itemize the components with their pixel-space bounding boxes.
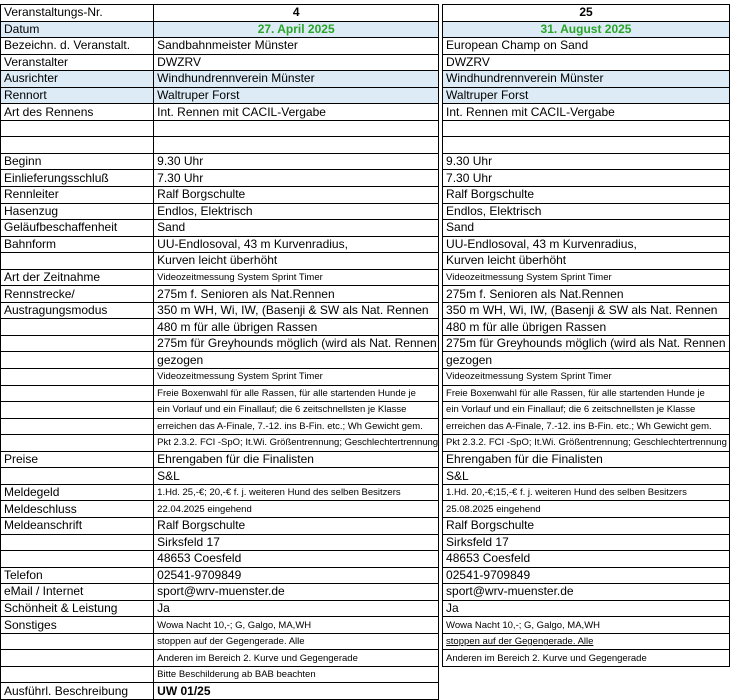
event-b-value: Ja <box>443 600 730 617</box>
event-b-value: 25.08.2025 eingehend <box>443 501 730 518</box>
table-row <box>1 650 730 667</box>
table-row <box>1 87 730 104</box>
row-label: Art der Zeitnahme <box>1 269 154 286</box>
table-row <box>1 120 730 137</box>
event-a-value: UW 01/25 <box>154 683 439 700</box>
table-row <box>1 104 730 121</box>
table-row <box>1 567 730 584</box>
event-b-value: Videozeitmessung System Sprint Timer <box>443 269 730 286</box>
event-a-value: Bitte Beschilderung ab BAB beachten <box>154 666 439 683</box>
row-label: Rennort <box>1 87 154 104</box>
event-a-value: gezogen <box>154 352 439 369</box>
row-label: Meldeanschrift <box>1 517 154 534</box>
table-row <box>1 153 730 170</box>
table-row <box>1 584 730 601</box>
event-b-value <box>443 683 730 700</box>
event-b-value: 31. August 2025 <box>443 21 730 38</box>
table-row <box>1 369 730 386</box>
row-label: Sonstiges <box>1 617 154 634</box>
table-row <box>1 170 730 187</box>
event-b-value: ein Vorlauf und ein Finallauf; die 6 zeitschnellsten je Klasse <box>443 402 730 419</box>
event-b-value: gezogen <box>443 352 730 369</box>
event-a-value: Anderen im Bereich 2. Kurve und Gegengerade <box>154 650 439 667</box>
row-label <box>1 650 154 667</box>
row-label: Einlieferungsschluß <box>1 170 154 187</box>
row-label <box>1 335 154 352</box>
event-b-value: 02541-9709849 <box>443 567 730 584</box>
row-label: Datum <box>1 21 154 38</box>
row-label <box>1 319 154 336</box>
event-a-value: Endlos, Elektrisch <box>154 203 439 220</box>
event-a-value: Freie Boxenwahl für alle Rassen, für alle startenden Hunde je <box>154 385 439 402</box>
event-b-value: Pkt 2.3.2. FCI -SpO; It.Wi. Größentrennung; Geschlechtertrennung <box>443 435 730 452</box>
table-row <box>1 220 730 237</box>
event-a-value: 1.Hd. 25,-€; 20,-€ f. j. weiteren Hund des selben Besitzers <box>154 484 439 501</box>
event-b-value: sport@wrv-muenster.de <box>443 584 730 601</box>
table-row <box>1 484 730 501</box>
row-label: eMail / Internet <box>1 584 154 601</box>
row-label <box>1 534 154 551</box>
event-a-value: Wowa Nacht 10,-; G, Galgo, MA,WH <box>154 617 439 634</box>
row-label: Beginn <box>1 153 154 170</box>
event-a-value: 7.30 Uhr <box>154 170 439 187</box>
table-row <box>1 203 730 220</box>
table-row <box>1 187 730 204</box>
event-b-number: 25 <box>443 5 730 22</box>
row-label <box>1 369 154 386</box>
event-a-value: 22.04.2025 eingehend <box>154 501 439 518</box>
event-b-value: Freie Boxenwahl für alle Rassen, für alle startenden Hunde je <box>443 385 730 402</box>
event-a-value: 350 m WH, Wi, IW, (Basenji & SW als Nat. Rennen <box>154 302 439 319</box>
event-b-value: DWZRV <box>443 54 730 71</box>
table-row <box>1 253 730 270</box>
header-label: Veranstaltungs-Nr. <box>1 5 154 22</box>
event-a-value: Sirksfeld 17 <box>154 534 439 551</box>
event-a-value: 48653 Coesfeld <box>154 551 439 568</box>
row-label: Telefon <box>1 567 154 584</box>
event-b-value: Sand <box>443 220 730 237</box>
event-b-value: Kurven leicht überhöht <box>443 253 730 270</box>
event-b-value: 1.Hd. 20,-€;15,-€ f. j. weiteren Hund des selben Besitzers <box>443 484 730 501</box>
table-row <box>1 286 730 303</box>
event-b-value: UU-Endlosoval, 43 m Kurvenradius, <box>443 236 730 253</box>
table-row <box>1 21 730 38</box>
event-b-value: Ehrengaben für die Finalisten <box>443 451 730 468</box>
row-label: Bahnform <box>1 236 154 253</box>
event-b-value <box>443 120 730 137</box>
row-label <box>1 435 154 452</box>
event-a-value: Videozeitmessung System Sprint Timer <box>154 269 439 286</box>
event-a-value: Waltruper Forst <box>154 87 439 104</box>
table-row <box>1 352 730 369</box>
table-row <box>1 319 730 336</box>
table-row <box>1 335 730 352</box>
event-a-value: Ja <box>154 600 439 617</box>
row-label: Austragungsmodus <box>1 302 154 319</box>
event-a-value: ein Vorlauf und ein Finallauf; die 6 zeitschnellsten je Klasse <box>154 402 439 419</box>
event-a-value: Ralf Borgschulte <box>154 517 439 534</box>
event-b-value: Ralf Borgschulte <box>443 187 730 204</box>
event-b-value: Int. Rennen mit CACIL-Vergabe <box>443 104 730 121</box>
row-label: Art des Rennens <box>1 104 154 121</box>
table-row <box>1 236 730 253</box>
event-b-value: 480 m für alle übrigen Rassen <box>443 319 730 336</box>
event-a-value: 27. April 2025 <box>154 21 439 38</box>
event-a-value: S&L <box>154 468 439 485</box>
event-b-value: Ralf Borgschulte <box>443 517 730 534</box>
event-b-value <box>443 137 730 154</box>
row-label <box>1 352 154 369</box>
table-row <box>1 435 730 452</box>
table-row <box>1 137 730 154</box>
row-label <box>1 402 154 419</box>
event-a-value: Pkt 2.3.2. FCI -SpO; It.Wi. Größentrennung; Geschlechtertrennung <box>154 435 439 452</box>
row-label <box>1 418 154 435</box>
row-label: Meldeschluss <box>1 501 154 518</box>
row-label <box>1 551 154 568</box>
event-a-value: 275m f. Senioren als Nat.Rennen <box>154 286 439 303</box>
event-a-value <box>154 120 439 137</box>
row-label <box>1 137 154 154</box>
event-a-value: DWZRV <box>154 54 439 71</box>
event-b-value: 48653 Coesfeld <box>443 551 730 568</box>
table-row <box>1 600 730 617</box>
event-a-value: 275m für Greyhounds möglich (wird als Nat. Rennen <box>154 335 439 352</box>
table-row <box>1 666 730 683</box>
table-row <box>1 385 730 402</box>
event-a-value: Sandbahnmeister Münster <box>154 38 439 55</box>
event-b-value: erreichen das A-Finale, 7.-12. ins B-Fin. etc.; Wh Gewicht gem. <box>443 418 730 435</box>
row-label: Rennleiter <box>1 187 154 204</box>
event-b-value: Wowa Nacht 10,-; G, Galgo, MA,WH <box>443 617 730 634</box>
event-comparison-table <box>0 4 730 700</box>
event-b-value: Windhundrennverein Münster <box>443 71 730 88</box>
table-row <box>1 633 730 650</box>
event-b-value: 9.30 Uhr <box>443 153 730 170</box>
table-row <box>1 54 730 71</box>
row-label <box>1 120 154 137</box>
row-label: Ausrichter <box>1 71 154 88</box>
event-b-value <box>443 666 730 683</box>
row-label: Meldegeld <box>1 484 154 501</box>
row-label: Geläufbeschaffenheit <box>1 220 154 237</box>
table-row <box>1 402 730 419</box>
row-label <box>1 385 154 402</box>
table-row <box>1 302 730 319</box>
row-label: Ausführl. Beschreibung <box>1 683 154 700</box>
event-a-value: Int. Rennen mit CACIL-Vergabe <box>154 104 439 121</box>
event-b-value: European Champ on Sand <box>443 38 730 55</box>
event-a-value: Windhundrennverein Münster <box>154 71 439 88</box>
table-row <box>1 269 730 286</box>
row-label <box>1 666 154 683</box>
table-row <box>1 418 730 435</box>
event-b-value: Endlos, Elektrisch <box>443 203 730 220</box>
event-b-value: Videozeitmessung System Sprint Timer <box>443 369 730 386</box>
row-label: Hasenzug <box>1 203 154 220</box>
table-row <box>1 71 730 88</box>
table-row <box>1 617 730 634</box>
table-row <box>1 451 730 468</box>
event-b-value: 275m f. Senioren als Nat.Rennen <box>443 286 730 303</box>
event-b-value: 275m für Greyhounds möglich (wird als Nat. Rennen <box>443 335 730 352</box>
row-label: Veranstalter <box>1 54 154 71</box>
row-label: Preise <box>1 451 154 468</box>
event-b-value: S&L <box>443 468 730 485</box>
event-b-value: Sirksfeld 17 <box>443 534 730 551</box>
event-a-value: Kurven leicht überhöht <box>154 253 439 270</box>
event-b-value: Waltruper Forst <box>443 87 730 104</box>
table-row <box>1 534 730 551</box>
event-a-value: sport@wrv-muenster.de <box>154 584 439 601</box>
event-a-value: 480 m für alle übrigen Rassen <box>154 319 439 336</box>
event-a-value: UU-Endlosoval, 43 m Kurvenradius, <box>154 236 439 253</box>
event-a-value: Sand <box>154 220 439 237</box>
table-row <box>1 517 730 534</box>
row-label <box>1 253 154 270</box>
event-b-value: 350 m WH, Wi, IW, (Basenji & SW als Nat. Rennen <box>443 302 730 319</box>
table-row <box>1 468 730 485</box>
event-a-number: 4 <box>154 5 439 22</box>
event-a-value: Ehrengaben für die Finalisten <box>154 451 439 468</box>
table-row <box>1 38 730 55</box>
event-a-value <box>154 137 439 154</box>
event-a-value: stoppen auf der Gegengerade. Alle <box>154 633 439 650</box>
event-a-value: 02541-9709849 <box>154 567 439 584</box>
event-a-value: erreichen das A-Finale, 7.-12. ins B-Fin. etc.; Wh Gewicht gem. <box>154 418 439 435</box>
row-label <box>1 633 154 650</box>
event-a-value: Ralf Borgschulte <box>154 187 439 204</box>
header-row <box>1 5 730 22</box>
row-label: Bezeichn. d. Veranstalt. <box>1 38 154 55</box>
row-label: Rennstrecke/ <box>1 286 154 303</box>
row-label <box>1 468 154 485</box>
event-a-value: 9.30 Uhr <box>154 153 439 170</box>
event-b-value: 7.30 Uhr <box>443 170 730 187</box>
event-b-value: stoppen auf der Gegengerade. Alle <box>443 633 730 650</box>
row-label: Schönheit & Leistung <box>1 600 154 617</box>
table-row <box>1 501 730 518</box>
event-a-value: Videozeitmessung System Sprint Timer <box>154 369 439 386</box>
table-row <box>1 683 730 700</box>
table-row <box>1 551 730 568</box>
event-b-value: Anderen im Bereich 2. Kurve und Gegengerade <box>443 650 730 667</box>
